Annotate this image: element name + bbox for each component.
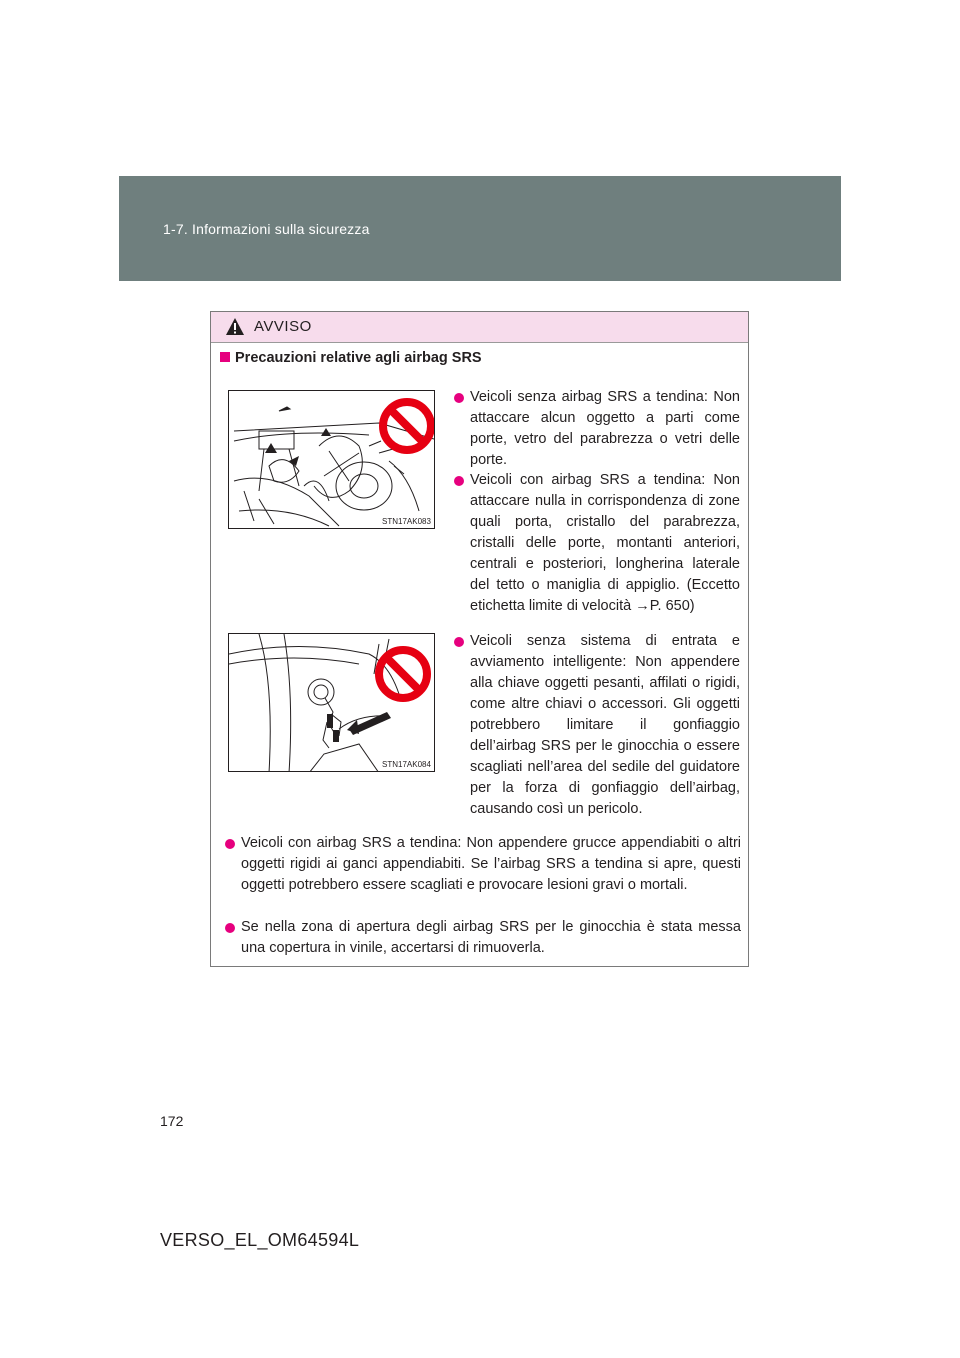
section-header-bar [119,176,841,281]
warning-bullet: Veicoli con airbag SRS a tendina: Non appendere grucce appendiabiti o altri oggetti rigidi ai ganci appendiabiti. Se l’airbag SRS a tendina si apre, questi oggetti potrebbero essere scagliati e provocare lesioni gravi o mortali. [241,833,741,896]
warning-bullet: Veicoli con airbag SRS a tendina: Non attaccare nulla in corrispondenza di zone quali porta, cristallo del parabrezza, cristalli delle porte, montanti anteriori, centrali e posteriori, longherina laterale del tetto o maniglia di appiglio. (Eccetto etichetta limite di velocità →P. 650) [470,470,740,617]
document-code: VERSO_EL_OM64594L [160,1230,360,1250]
figure-code: STN17AK083 [382,517,431,526]
warning-section-title: Precauzioni relative agli airbag SRS [220,350,482,366]
bullet-dot-icon [225,923,235,933]
bullet-dot-icon [454,393,464,403]
ignition-key-illustration [229,634,435,772]
warning-box [210,311,749,967]
bullet-dot-icon [454,637,464,647]
figure-interior-prohibited [228,390,435,529]
warning-triangle-icon [225,317,245,336]
warning-bullet: Se nella zona di apertura degli airbag SRS per le ginocchia è stata messa una copertura in vinile, accertarsi di rimuoverla. [241,917,741,959]
bullet-dot-icon [225,839,235,849]
car-interior-illustration [229,391,435,529]
warning-header [211,312,748,343]
square-bullet-icon [220,352,230,362]
bullet-dot-icon [454,476,464,486]
warning-title: AVVISO [254,318,312,335]
warning-bullet: Veicoli senza airbag SRS a tendina: Non attaccare alcun oggetto a parti come porte, vetro del parabrezza o vetri delle porte. [470,387,740,471]
warning-bullet: Veicoli senza sistema di entrata e avviamento intelligente: Non appendere alla chiave oggetti pesanti, affilati o rigidi, come altre chiavi o accessori. Gli oggetti potrebbero limitare il gonfiaggio dell’airbag SRS per le ginocchia o essere scagliati nell’area del sedile del guidatore per la forza di gonfiaggio dell’airbag, causando così un pericolo. [470,631,740,820]
prohibition-icon [379,650,427,698]
section-title: 1-7. Informazioni sulla sicurezza [163,221,370,237]
figure-key-prohibited [228,633,435,772]
figure-code: STN17AK084 [382,760,431,769]
page-number: 172 [160,1113,184,1129]
